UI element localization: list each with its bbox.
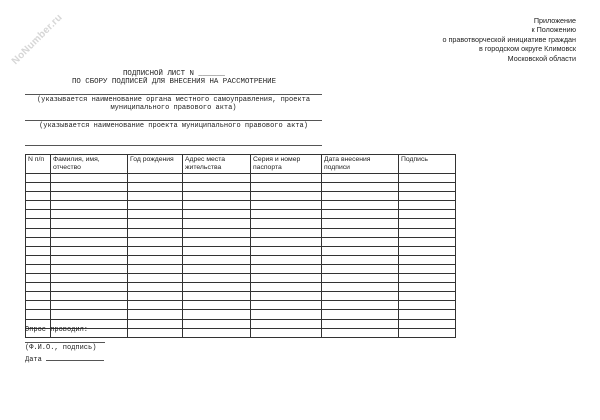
table-cell[interactable] [183,237,251,246]
table-cell[interactable] [128,292,183,301]
table-cell[interactable] [51,301,128,310]
table-cell[interactable] [322,237,399,246]
table-cell[interactable] [251,219,322,228]
table-row [26,246,456,255]
note-project: (указывается наименование проекта муниципального правового акта) [39,122,308,130]
table-cell[interactable] [251,201,322,210]
appendix-line: в городском округе Климовск [479,44,576,54]
table-row [26,264,456,273]
table-cell[interactable] [251,301,322,310]
table-cell[interactable] [251,264,322,273]
table-cell[interactable] [128,274,183,283]
table-cell[interactable] [322,192,399,201]
table-cell[interactable] [322,246,399,255]
table-cell[interactable] [322,219,399,228]
table-cell[interactable] [183,310,251,319]
table-cell[interactable] [51,201,128,210]
table-cell[interactable] [128,246,183,255]
table-row [26,183,456,192]
appendix-line: Московской области [507,53,576,63]
table-row [26,210,456,219]
table-cell[interactable] [26,274,51,283]
table-cell[interactable] [128,319,183,328]
table-cell[interactable] [51,264,128,273]
table-cell[interactable] [26,210,51,219]
table-cell[interactable] [51,228,128,237]
table-row [26,274,456,283]
table-cell[interactable] [322,328,399,337]
table-cell[interactable] [322,274,399,283]
table-cell[interactable] [399,301,456,310]
table-cell[interactable] [322,174,399,183]
table-cell[interactable] [399,201,456,210]
appendix-block [443,16,577,63]
table-cell[interactable] [128,201,183,210]
header-cell: Адрес места жительства [183,155,251,174]
table-cell[interactable] [183,274,251,283]
table-cell[interactable] [51,174,128,183]
table-row [26,237,456,246]
survey-label: Опрос проводил: [25,326,89,334]
table-cell[interactable] [399,319,456,328]
table-cell[interactable] [128,237,183,246]
project-blank-line [25,120,322,121]
table-cell[interactable] [399,264,456,273]
table-cell[interactable] [183,255,251,264]
table-cell[interactable] [251,310,322,319]
table-cell[interactable] [322,264,399,273]
table-cell[interactable] [51,237,128,246]
table-cell[interactable] [322,255,399,264]
table-cell[interactable] [322,310,399,319]
table-row [26,319,456,328]
header-cell: Серия и номер паспорта [251,155,322,174]
table-cell[interactable] [26,174,51,183]
table-cell[interactable] [128,228,183,237]
table-cell[interactable] [183,283,251,292]
table-row [26,228,456,237]
table-cell[interactable] [399,310,456,319]
table-cell[interactable] [399,246,456,255]
table-cell[interactable] [322,319,399,328]
table-cell[interactable] [26,283,51,292]
header-cell: Дата внесения подписи [322,155,399,174]
organ-blank-line [25,94,322,95]
appendix-line: о правотворческой инициативе граждан [442,34,576,44]
table-cell[interactable] [26,301,51,310]
table-cell[interactable] [51,274,128,283]
table-row [26,174,456,183]
table-row [26,301,456,310]
table-cell[interactable] [251,228,322,237]
table-cell[interactable] [322,183,399,192]
table-cell[interactable] [51,292,128,301]
table-cell[interactable] [128,301,183,310]
table-cell[interactable] [322,228,399,237]
table-cell[interactable] [26,237,51,246]
table-cell[interactable] [128,255,183,264]
watermark: NoNumber.ru [9,12,65,67]
table-cell[interactable] [128,219,183,228]
table-row [26,201,456,210]
table-cell[interactable] [399,183,456,192]
table-cell[interactable] [128,210,183,219]
appendix-line: Приложение [533,16,576,25]
table-cell[interactable] [251,246,322,255]
note-organ-line2: муниципального правового акта) [110,104,237,112]
table-row [26,328,456,337]
table-cell[interactable] [399,192,456,201]
table-cell[interactable] [322,283,399,292]
table-cell[interactable] [26,255,51,264]
table-row [26,219,456,228]
signature-note: (Ф.И.О., подпись) [25,344,97,352]
table-cell[interactable] [128,183,183,192]
table-cell[interactable] [51,283,128,292]
signature-table [25,154,456,338]
table-row [26,255,456,264]
table-row [26,192,456,201]
table-cell[interactable] [51,192,128,201]
table-cell[interactable] [183,192,251,201]
table-cell[interactable] [251,283,322,292]
table-cell[interactable] [399,255,456,264]
table-cell[interactable] [322,301,399,310]
table-cell[interactable] [399,274,456,283]
table-cell[interactable] [183,319,251,328]
table-cell[interactable] [183,201,251,210]
table-cell[interactable] [128,192,183,201]
table-cell[interactable] [26,219,51,228]
table-cell[interactable] [251,274,322,283]
table-cell[interactable] [183,228,251,237]
table-cell[interactable] [26,228,51,237]
table-cell[interactable] [51,246,128,255]
table-cell[interactable] [26,201,51,210]
date-row [25,353,104,365]
header-cell: Фамилия, имя, отчество [51,155,128,174]
table-row [26,292,456,301]
table-cell[interactable] [183,292,251,301]
table-cell[interactable] [128,264,183,273]
table-cell[interactable] [51,255,128,264]
table-cell[interactable] [251,183,322,192]
table-cell[interactable] [183,174,251,183]
table-cell[interactable] [51,310,128,319]
table-cell[interactable] [399,283,456,292]
table-cell[interactable] [26,292,51,301]
table-cell[interactable] [251,319,322,328]
table-cell[interactable] [251,174,322,183]
table-cell[interactable] [51,210,128,219]
table-cell[interactable] [51,219,128,228]
table-cell[interactable] [183,246,251,255]
table-row [26,283,456,292]
form-subtitle: ПО СБОРУ ПОДПИСЕЙ ДЛЯ ВНЕСЕНИЯ НА РАССМОТРЕНИЕ [71,78,276,86]
surveyor-signature-line [25,342,105,343]
table-cell[interactable] [399,210,456,219]
table-cell[interactable] [26,192,51,201]
table-row [26,310,456,319]
table-cell[interactable] [251,210,322,219]
table-cell[interactable] [26,183,51,192]
table-cell[interactable] [128,328,183,337]
table-cell[interactable] [26,264,51,273]
table-cell[interactable] [399,237,456,246]
form-title: ПОДПИСНОЙ ЛИСТ N ______ [122,70,225,78]
table-cell[interactable] [251,237,322,246]
date-field[interactable] [46,353,104,361]
table-cell[interactable] [322,210,399,219]
table-cell[interactable] [322,201,399,210]
table-cell[interactable] [183,264,251,273]
table-cell[interactable] [399,174,456,183]
table-cell[interactable] [128,310,183,319]
table-header-row [26,155,456,174]
table-cell[interactable] [251,328,322,337]
table-cell[interactable] [183,183,251,192]
header-cell: N п/п [26,155,51,174]
note-organ-line1: (указывается наименование органа местного самоуправления, проекта [36,96,311,104]
table-cell[interactable] [183,301,251,310]
table-cell[interactable] [183,328,251,337]
table-cell[interactable] [183,219,251,228]
table-cell[interactable] [128,174,183,183]
table-body [26,174,456,338]
project-blank-line-2 [25,145,322,146]
date-label: Дата [25,356,42,364]
appendix-line: к Положению [531,25,576,35]
table-cell[interactable] [399,219,456,228]
header-cell: Год рождения [128,155,183,174]
table-cell[interactable] [322,292,399,301]
table-cell[interactable] [51,183,128,192]
table-cell[interactable] [251,192,322,201]
table-cell[interactable] [128,283,183,292]
table-cell[interactable] [183,210,251,219]
table-cell[interactable] [251,292,322,301]
table-cell[interactable] [26,310,51,319]
table-cell[interactable] [26,246,51,255]
table-cell[interactable] [399,292,456,301]
table-cell[interactable] [399,328,456,337]
table-cell[interactable] [399,228,456,237]
table-cell[interactable] [251,255,322,264]
header-cell: Подпись [399,155,456,174]
